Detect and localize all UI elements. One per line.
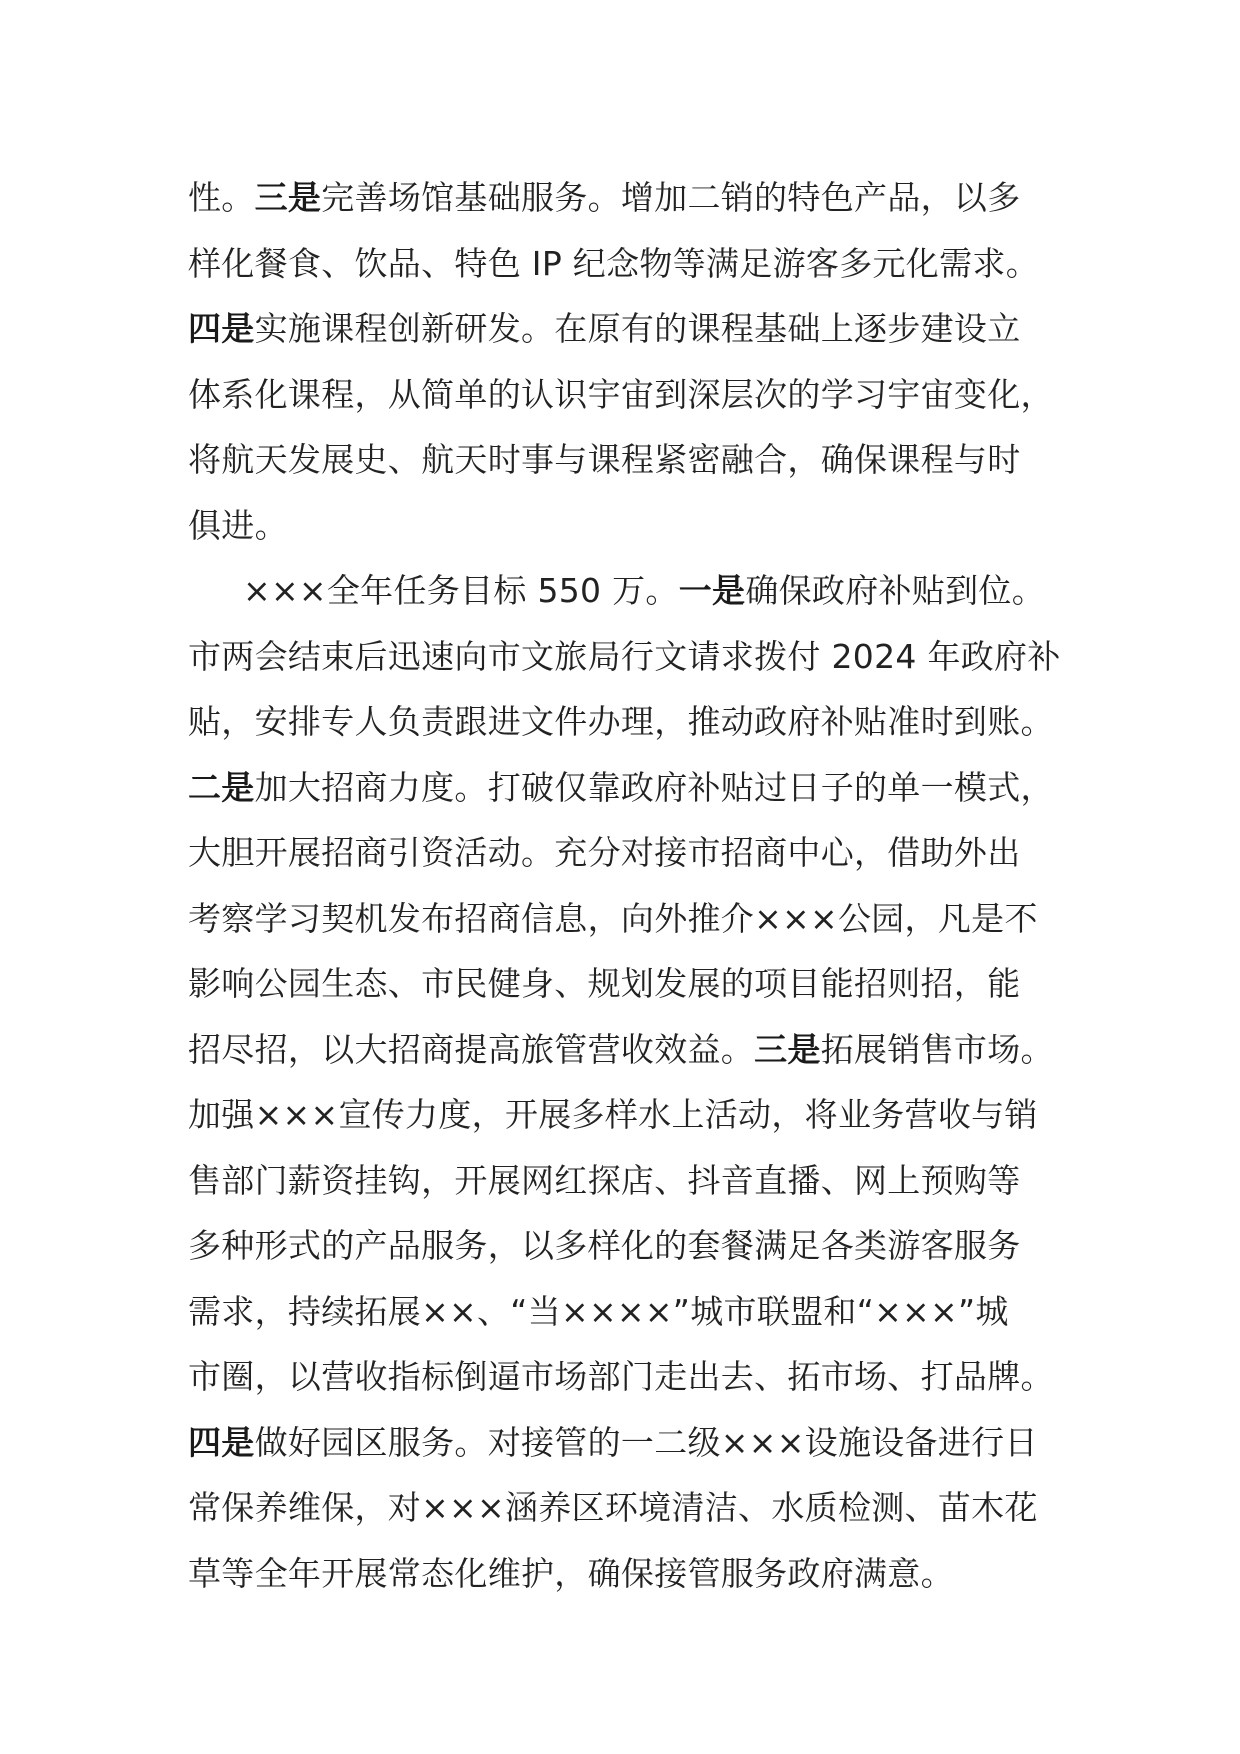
- text-run: 影响公园生态、市民健身、规划发展的项目能招则招，能: [188, 964, 1021, 1003]
- paragraph-1: [188, 165, 1058, 558]
- text-line: [188, 558, 1058, 624]
- text-line: [188, 1279, 1058, 1345]
- text-line: [188, 886, 1058, 952]
- text-line: [188, 1213, 1058, 1279]
- text-run: 售部门薪资挂钩，开展网红探店、抖音直播、网上预购等: [188, 1160, 1021, 1200]
- paragraph-2: [188, 558, 1061, 1606]
- text-line: [188, 951, 1058, 1017]
- text-line: [188, 296, 1058, 362]
- text-line: [188, 689, 1058, 755]
- text-line: [188, 1148, 1058, 1214]
- bold-lead-phrase: 二是: [188, 767, 255, 807]
- text-run: 完善场馆基础服务。增加二销的特色产品，以多: [321, 178, 1021, 217]
- text-run: 将航天发展史、航天时事与课程紧密融合，确保课程与时: [188, 440, 1021, 479]
- text-run: 实施课程创新研发。在原有的课程基础上逐步建设立: [254, 309, 1021, 348]
- text-line: [188, 1410, 1058, 1476]
- text-run: 加强×××宣传力度，开展多样水上活动，将业务营收与销: [188, 1095, 1038, 1134]
- text-run: 确保政府补贴到位。: [745, 571, 1046, 610]
- text-run: 做好园区服务。对接管的一二级×××设施设备进行日: [254, 1422, 1038, 1462]
- text-line: [188, 493, 1058, 559]
- text-line: [188, 624, 1061, 690]
- text-line: [188, 165, 1058, 231]
- text-line: [188, 427, 1058, 493]
- bold-lead-phrase: 三是: [254, 178, 322, 217]
- text-run: 样化餐食、饮品、特色 IP 纪念物等满足游客多元化需求。: [188, 243, 1040, 283]
- text-run: 市圈，以营收指标倒逼市场部门走出去、拓市场、打品牌。: [188, 1357, 1054, 1396]
- text-run: 大胆开展招商引资活动。充分对接市招商中心，借助外出: [188, 833, 1021, 872]
- text-run: 多种形式的产品服务，以多样化的套餐满足各类游客服务: [188, 1226, 1021, 1265]
- bold-lead-phrase: 一是: [678, 571, 746, 610]
- document-body: [188, 165, 1061, 1606]
- text-line: [188, 755, 1058, 821]
- bold-lead-phrase: 四是: [188, 309, 255, 348]
- text-line: [188, 1017, 1058, 1083]
- text-run: 常保养维保，对×××涵养区环境清洁、水质检测、苗木花: [188, 1488, 1038, 1527]
- text-run: 俱进。: [188, 505, 288, 545]
- text-line: [188, 231, 1058, 297]
- bold-lead-phrase: 三是: [754, 1029, 821, 1069]
- text-run: 草等全年开展常态化维护，确保接管服务政府满意。: [188, 1553, 954, 1593]
- bold-lead-phrase: 四是: [188, 1422, 255, 1462]
- text-line: [188, 820, 1058, 886]
- text-run: ×××全年任务目标 550 万。: [243, 571, 679, 610]
- text-run: 体系化课程，从简单的认识宇宙到深层次的学习宇宙变化，: [188, 374, 1054, 414]
- text-run: 考察学习契机发布招商信息，向外推介×××公园，凡是不: [188, 898, 1038, 938]
- text-run: 招尽招，以大招商提高旅管营收效益。: [188, 1029, 755, 1069]
- text-run: 加大招商力度。打破仅靠政府补贴过日子的单一模式，: [254, 767, 1054, 807]
- text-run: 需求，持续拓展××、“当××××”城市联盟和“×××”城: [188, 1291, 1009, 1331]
- text-line: [188, 1344, 1058, 1410]
- text-run: 市两会结束后迅速向市文旅局行文请求拨付 2024 年政府补: [188, 636, 1061, 676]
- text-run: 贴，安排专人负责跟进文件办理，推动政府补贴准时到账。: [188, 702, 1054, 741]
- text-run: 性。: [188, 178, 255, 217]
- text-run: 拓展销售市场。: [820, 1029, 1054, 1069]
- text-line: [188, 362, 1058, 428]
- text-line: [188, 1541, 1058, 1607]
- text-line: [188, 1475, 1058, 1541]
- text-line: [188, 1082, 1058, 1148]
